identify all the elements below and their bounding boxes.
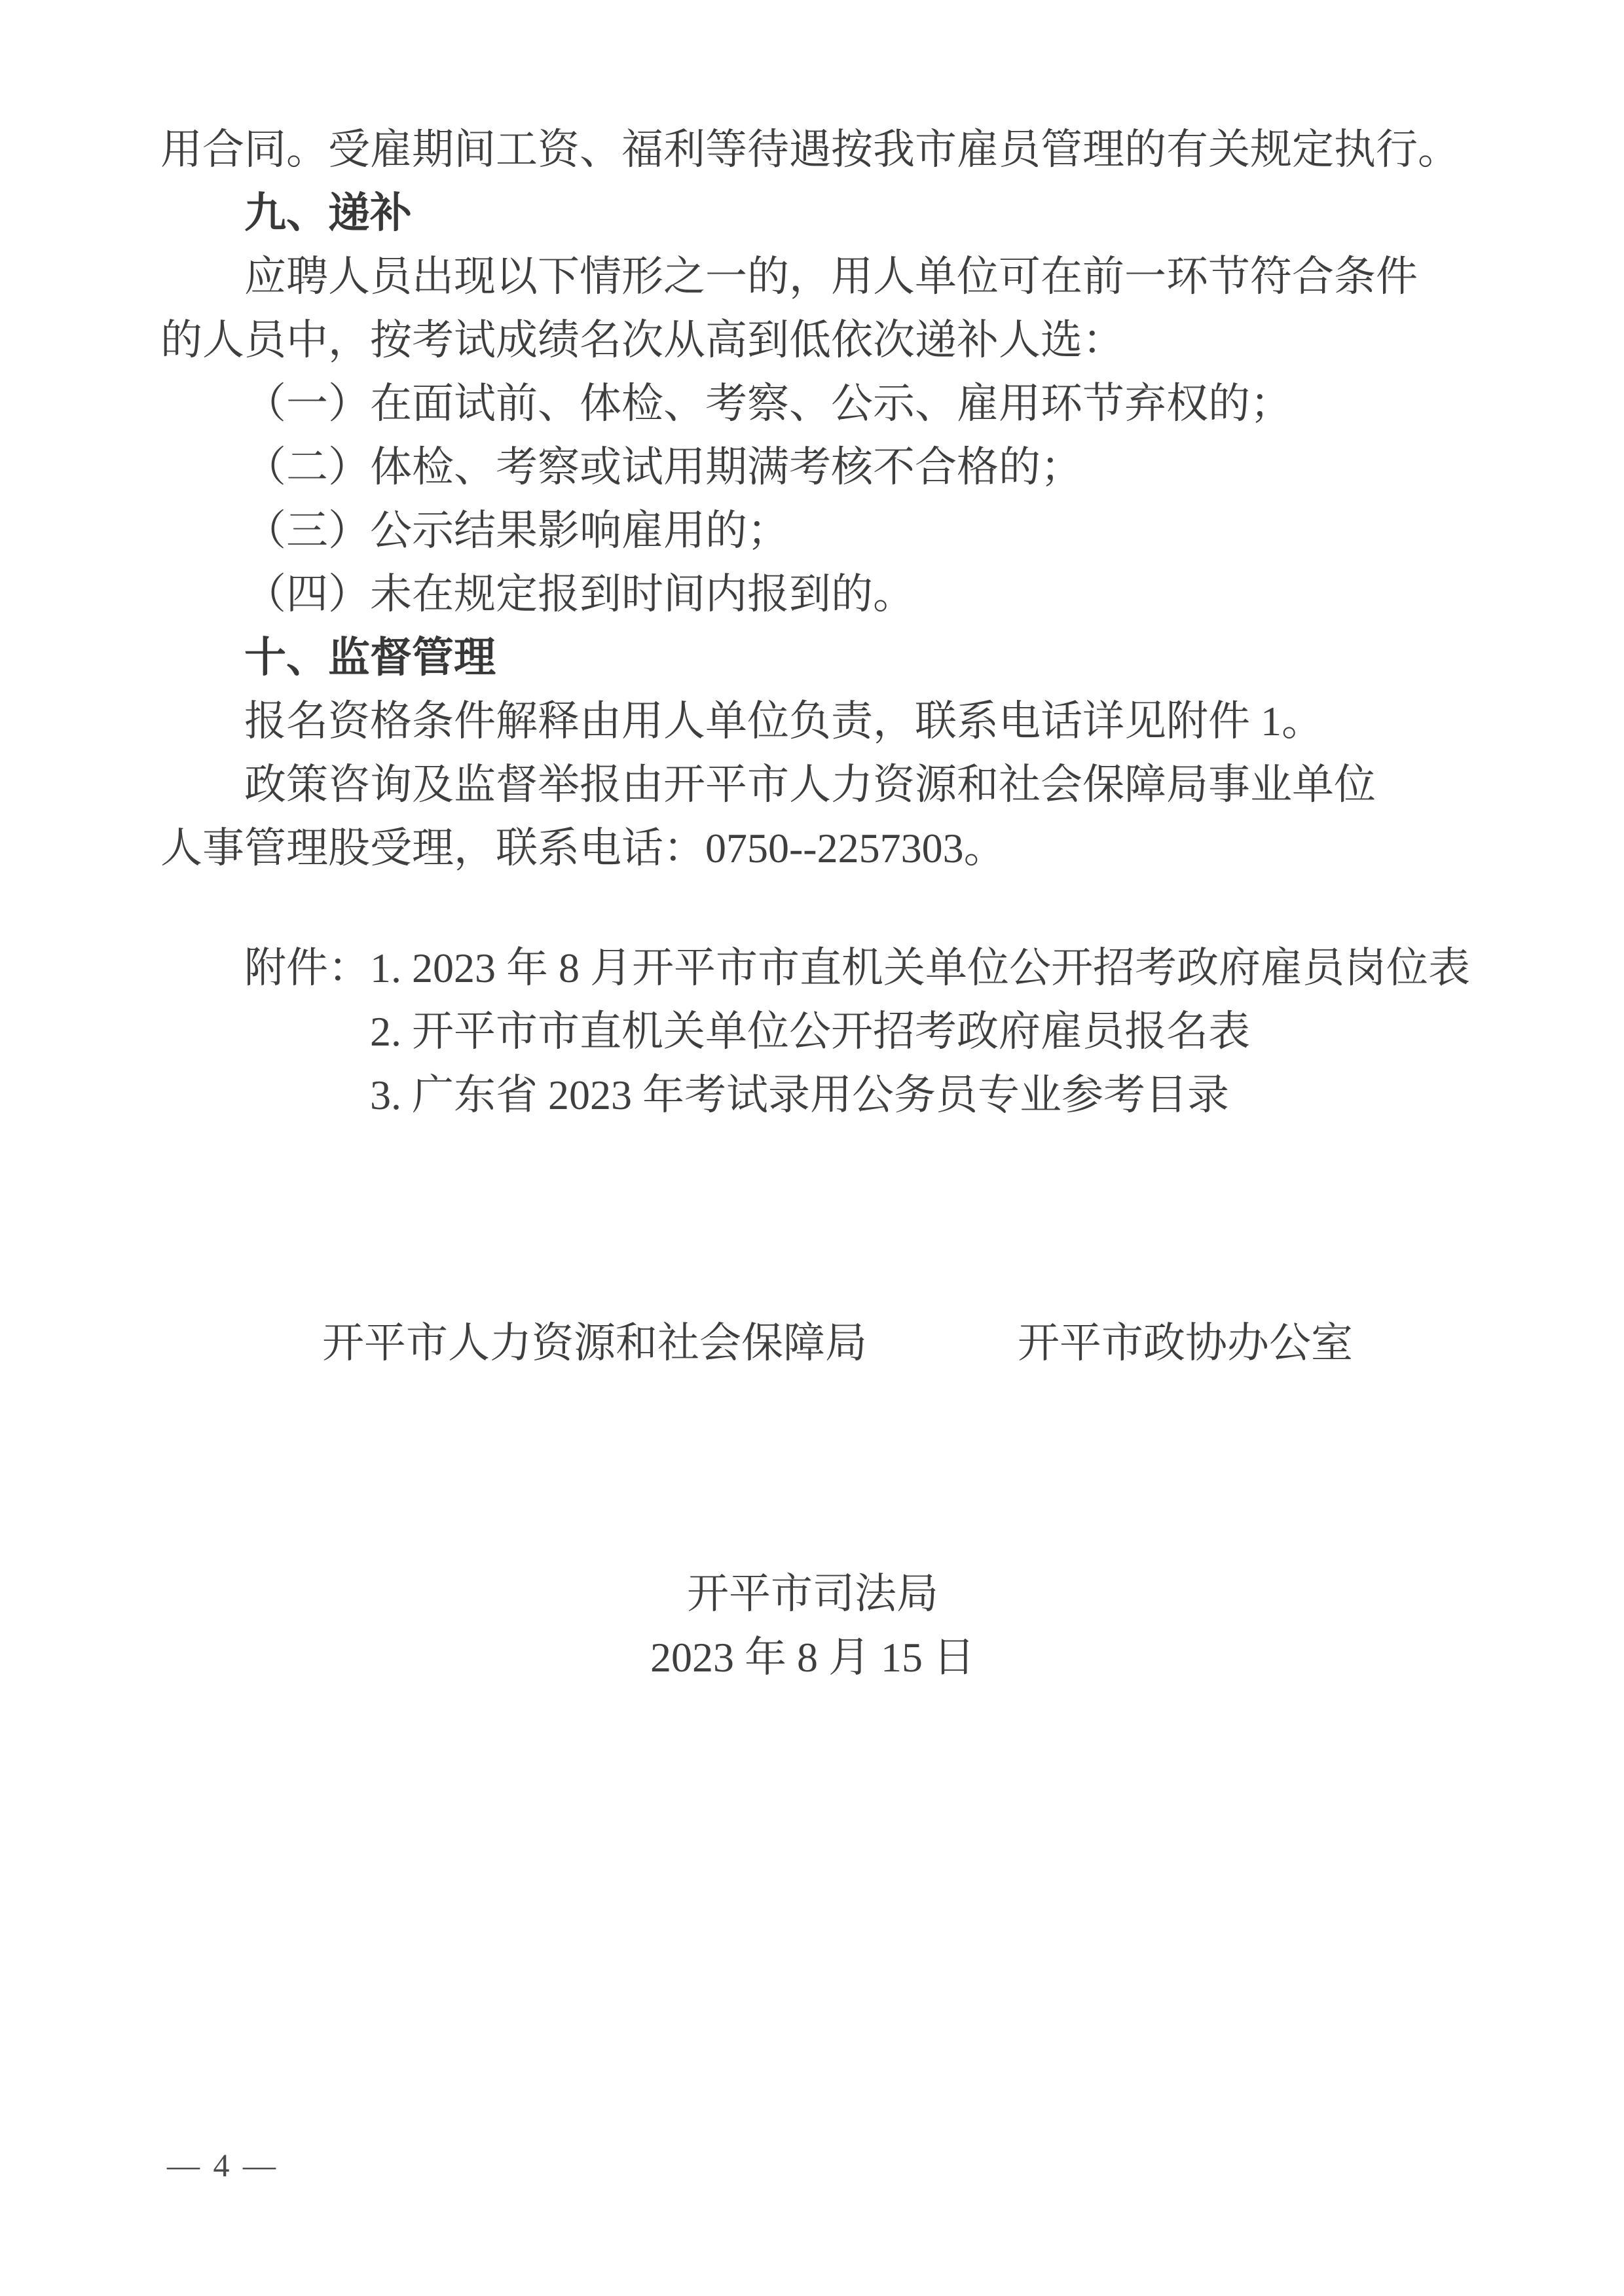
section-9-list-item-2: （二）体检、考察或试用期满考核不合格的； bbox=[244, 444, 1082, 490]
section-10-paragraph-1: 报名资格条件解释由用人单位负责，联系电话详见附件 1。 bbox=[244, 698, 1323, 744]
document-body bbox=[160, 118, 1470, 1689]
section-9-list-item-4: （四）未在规定报到时间内报到的。 bbox=[244, 571, 915, 617]
document-date: 2023 年 8 月 15 日 bbox=[650, 1634, 975, 1681]
attachment-item-2: 2. 开平市市直机关单位公开招考政府雇员报名表 bbox=[370, 1008, 1250, 1055]
attachments-list bbox=[160, 936, 1470, 1127]
signer-cppcc-office: 开平市政协办公室 bbox=[1018, 1320, 1353, 1366]
attachments-label: 附件： bbox=[244, 945, 370, 991]
attachment-item-3: 3. 广东省 2023 年考试录用公务员专业参考目录 bbox=[370, 1072, 1229, 1118]
page-number: — 4 — bbox=[167, 2147, 278, 2183]
section-9-list-item-3: （三）公示结果影响雇用的； bbox=[244, 507, 789, 554]
section-9-heading: 九、递补 bbox=[244, 189, 412, 236]
section-10-paragraph-2-line-1: 政策咨询及监督举报由开平市人力资源和社会保障局事业单位 bbox=[244, 761, 1376, 808]
section-9-intro-line-2: 的人员中，按考试成绩名次从高到低依次递补人选： bbox=[160, 317, 1124, 363]
section-10-heading: 十、监督管理 bbox=[244, 634, 496, 681]
signer-hr-social-security-bureau: 开平市人力资源和社会保障局 bbox=[322, 1320, 867, 1366]
paragraph-contract-continuation: 用合同。受雇期间工资、福利等待遇按我市雇员管理的有关规定执行。 bbox=[160, 126, 1460, 173]
section-10-paragraph-2-line-2: 人事管理股受理，联系电话：0750--2257303。 bbox=[160, 825, 1006, 871]
section-9-intro-line-1: 应聘人员出现以下情形之一的，用人单位可在前一环节符合条件 bbox=[244, 253, 1418, 300]
attachment-item-1: 1. 2023 年 8 月开平市市直机关单位公开招考政府雇员岗位表 bbox=[370, 945, 1470, 991]
attachment-line-1 bbox=[160, 936, 1470, 1000]
signature-row bbox=[160, 1311, 1465, 1375]
section-9-list-item-1: （一）在面试前、体检、考察、公示、雇用环节弃权的； bbox=[244, 380, 1292, 427]
signer-justice-bureau: 开平市司法局 bbox=[687, 1571, 938, 1617]
